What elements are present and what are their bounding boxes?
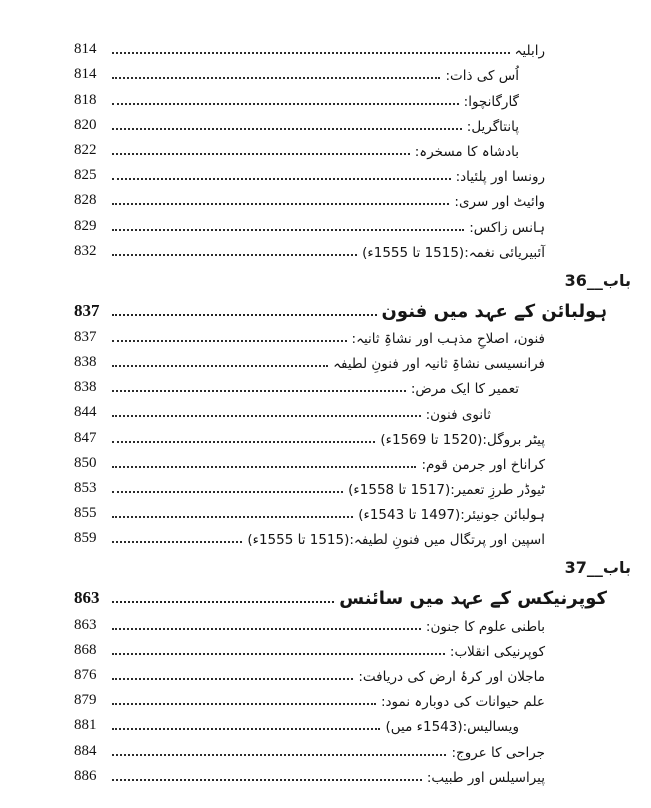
entry-title: ٹیوڈر طرزِ تعمیر:(1517 تا 1558ء) — [348, 482, 545, 499]
dot-leader — [112, 314, 377, 316]
page-number: 844 — [74, 404, 97, 421]
page-number: 825 — [74, 167, 97, 184]
toc-entry[interactable] — [74, 687, 631, 712]
entry-title: کوپرنیکی انقلاب: — [449, 643, 545, 660]
toc-entry[interactable] — [74, 36, 631, 61]
dot-leader — [112, 103, 459, 105]
page-number: 859 — [74, 530, 97, 547]
toc-entry[interactable] — [74, 424, 631, 449]
entry-title: فرانسیسی نشاۃِ ثانیہ اور فنونِ لطیفہ — [333, 356, 545, 373]
page-number: 838 — [74, 379, 97, 396]
toc-entry[interactable] — [74, 187, 631, 212]
toc-entry[interactable] — [74, 662, 631, 687]
dot-leader — [112, 628, 421, 630]
toc-entry[interactable] — [74, 374, 631, 399]
page-number: 828 — [74, 192, 97, 209]
page-number: 837 — [74, 328, 97, 345]
entry-title: گارگانچوا: — [463, 93, 519, 110]
chapter-title-entry[interactable] — [74, 293, 631, 324]
entry-title: فنون، اصلاحِ مذہب اور نشاۃِ ثانیہ: — [351, 330, 545, 347]
entry-title: اسپین اور پرتگال میں فنونِ لطیفہ:(1515 تا 1555ء) — [247, 532, 545, 549]
page-number: 855 — [74, 505, 97, 522]
dot-leader — [112, 728, 380, 730]
page-number: 850 — [74, 454, 97, 471]
dot-leader — [112, 77, 440, 79]
page-number: 863 — [74, 588, 100, 608]
dot-leader — [112, 601, 334, 603]
entry-title: پیٹر بروگل:(1520 تا 1569ء) — [380, 431, 545, 448]
entry-title: آئبیریائی نغمہ:(1515 تا 1555ء) — [362, 244, 545, 261]
dot-leader — [112, 153, 410, 155]
page-number: 832 — [74, 242, 97, 259]
entry-title: پانتاگریل: — [466, 118, 519, 135]
toc-entry[interactable] — [74, 212, 631, 237]
page-number: 853 — [74, 480, 97, 496]
entry-title: علم حیوانات کی دوبارہ نمود: — [380, 694, 545, 711]
dot-leader — [112, 653, 445, 655]
entry-title: بادشاہ کا مسخرہ: — [414, 144, 519, 161]
page-number: 863 — [74, 616, 97, 633]
toc-entry[interactable] — [74, 86, 631, 111]
toc-entry[interactable] — [74, 737, 631, 762]
entry-title: اُس کی ذات: — [445, 68, 519, 85]
toc-entry[interactable] — [74, 137, 631, 162]
toc-entry[interactable] — [74, 349, 631, 374]
entry-title: رونسا اور پلئیاد: — [455, 169, 545, 186]
page-number: 820 — [74, 116, 97, 133]
page-number: 847 — [74, 429, 97, 446]
toc-entry[interactable] — [74, 162, 631, 187]
dot-leader — [112, 516, 353, 518]
toc-entry[interactable] — [74, 763, 631, 788]
dot-leader — [112, 678, 353, 680]
toc-entry[interactable] — [74, 61, 631, 86]
page-number: 886 — [74, 767, 97, 784]
toc-entry[interactable] — [74, 500, 631, 525]
page-number: 876 — [74, 666, 97, 683]
chapter-heading: باب__36 — [564, 270, 631, 290]
page-number: 879 — [74, 692, 97, 709]
dot-leader — [112, 365, 328, 367]
page-number: 838 — [74, 354, 97, 371]
dot-leader — [112, 128, 462, 130]
dot-leader — [112, 203, 449, 205]
dot-leader — [112, 491, 343, 493]
entry-title: ہولبائن جونیئر:(1497 تا 1543ء) — [358, 507, 545, 524]
toc-entry[interactable] — [74, 238, 631, 263]
entry-title: وائیٹ اور سری: — [454, 194, 545, 211]
toc-entry[interactable] — [74, 399, 631, 424]
entry-title: ہولبائن کے عہد میں فنون — [381, 300, 607, 322]
dot-leader — [112, 466, 416, 468]
entry-title: تعمیر کا ایک مرض: — [410, 381, 519, 398]
entry-title: ویسالیس:(1543ء میں) — [385, 719, 519, 736]
dot-leader — [112, 52, 510, 54]
toc-entry[interactable] — [74, 525, 631, 550]
entry-title: پیراسیلس اور طبیب: — [426, 769, 545, 786]
page-number: 822 — [74, 141, 97, 158]
dot-leader — [112, 541, 242, 543]
entry-title: باطنی علوم کا جنون: — [425, 618, 545, 635]
dot-leader — [112, 415, 421, 417]
toc-entry[interactable] — [74, 450, 631, 475]
dot-leader — [112, 441, 375, 443]
toc-entry[interactable] — [74, 112, 631, 137]
dot-leader — [112, 390, 406, 392]
entry-title: کراناخ اور جرمن قوم: — [421, 456, 545, 473]
entry-title: کوپرنیکس کے عہد میں سائنس — [339, 588, 607, 610]
page-number: 818 — [74, 91, 97, 108]
page-number: 814 — [74, 41, 97, 58]
dot-leader — [112, 340, 347, 342]
entry-title: جراحی کا عروج: — [451, 744, 545, 761]
entry-title: ہانس زاکس: — [469, 219, 545, 236]
dot-leader — [112, 754, 446, 756]
toc-entry[interactable] — [74, 712, 631, 737]
page-number: 881 — [74, 717, 97, 734]
page-number: 829 — [74, 217, 97, 234]
toc-entry[interactable] — [74, 324, 631, 349]
dot-leader — [112, 254, 357, 256]
page-number: 837 — [74, 300, 100, 320]
chapter-title-entry[interactable] — [74, 580, 631, 611]
entry-title: ماجلان اور کرۂ ارض کی دریافت: — [358, 669, 545, 686]
toc-entry[interactable] — [74, 611, 631, 636]
page-number: 814 — [74, 66, 97, 83]
page-number: 884 — [74, 742, 97, 759]
dot-leader — [112, 703, 376, 705]
toc-entry[interactable] — [74, 637, 631, 662]
dot-leader — [112, 178, 451, 180]
dot-leader — [112, 779, 422, 781]
page-number: 868 — [74, 641, 97, 658]
entry-title: ثانوی فنون: — [425, 406, 491, 423]
entry-title: رابلیہ — [514, 43, 545, 60]
toc-entry[interactable] — [74, 475, 631, 500]
chapter-heading: باب__37 — [564, 558, 631, 578]
dot-leader — [112, 229, 464, 231]
